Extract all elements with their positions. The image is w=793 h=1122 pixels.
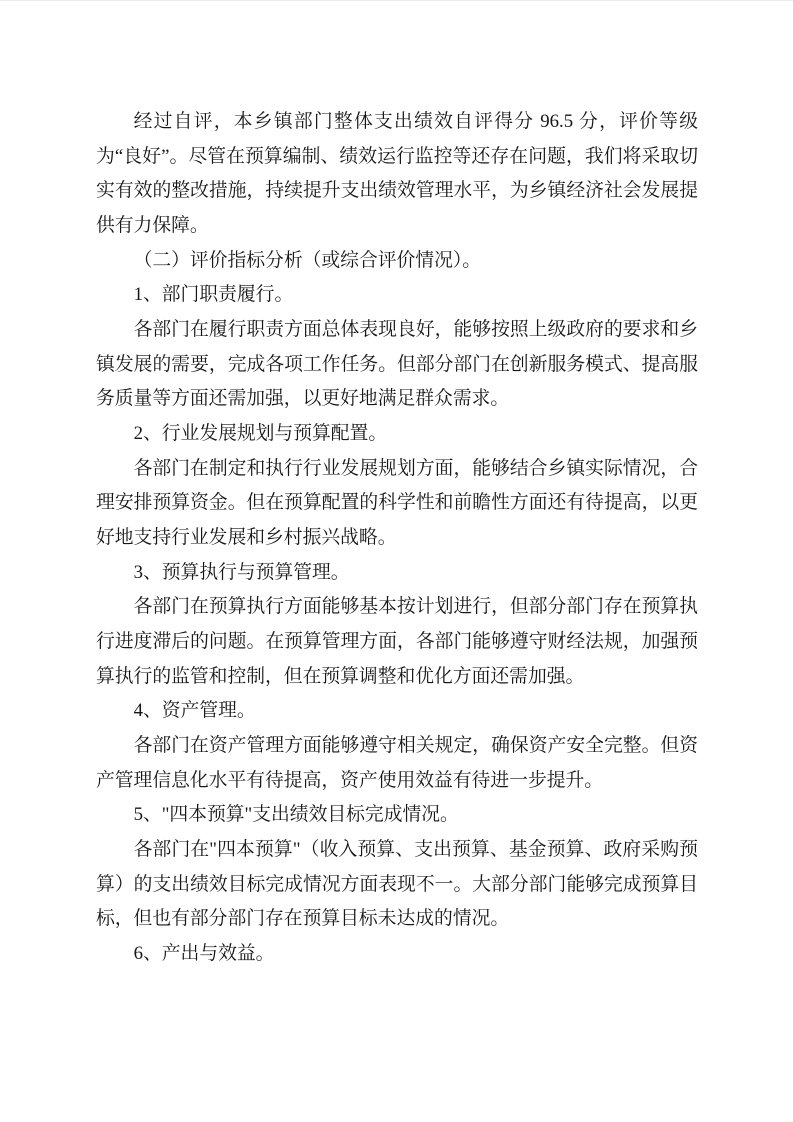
- item-4-body-paragraph: 各部门在资产管理方面能够遵守相关规定，确保资产安全完整。但资产管理信息化水平有待提高，资产使用效益有待进一步提升。: [96, 735, 698, 791]
- item-heading-2-industry-planning: 2、行业发展规划与预算配置。: [133, 423, 388, 445]
- item-heading-5-four-budgets: 5、"四本预算"支出绩效目标完成情况。: [133, 804, 459, 826]
- item-3-body-paragraph: 各部门在预算执行方面能够基本按计划进行，但部分部门存在预算执行进度滞后的问题。在预算管理方面，各部门能够遵守财经法规，加强预算执行的监管和控制，但在预算调整和优化方面还需加强。: [96, 596, 698, 687]
- item-heading-3-budget-execution: 3、预算执行与预算管理。: [133, 561, 350, 583]
- item-2-body-paragraph: 各部门在制定和执行行业发展规划方面，能够结合乡镇实际情况，合理安排预算资金。但在预算配置的科学性和前瞻性方面还有待提高，以更好地支持行业发展和乡村振兴战略。: [96, 457, 698, 549]
- item-heading-1-duty-performance: 1、部门职责履行。: [133, 284, 294, 306]
- document-body: [96, 105, 698, 972]
- section-heading-indicator-analysis: （二）评价指标分析（或综合评价情况）。: [133, 249, 482, 271]
- item-heading-6-output-benefit: 6、产出与效益。: [133, 943, 275, 965]
- item-1-body-paragraph: 各部门在履行职责方面总体表现良好，能够按照上级政府的要求和乡镇发展的需要，完成各项工作任务。但部分部门在创新服务模式、提高服务质量等方面还需加强，以更好地满足群众需求。: [96, 319, 698, 410]
- item-heading-4-asset-management: 4、资产管理。: [133, 700, 256, 722]
- item-5-body-paragraph: 各部门在"四本预算"（收入预算、支出预算、基金预算、政府采购预算）的支出绩效目标完成情况方面表现不一。大部分部门能够完成预算目标，但也有部分部门存在预算目标未达成的情况。: [96, 839, 698, 930]
- self-evaluation-summary-paragraph: 经过自评，本乡镇部门整体支出绩效自评得分 96.5 分，评价等级为“良好”。尽管在预算编制、绩效运行监控等还存在问题，我们将采取切实有效的整改措施，持续提升支出绩效管理水平，为乡镇经济社会发展提供有力保障。: [96, 111, 698, 237]
